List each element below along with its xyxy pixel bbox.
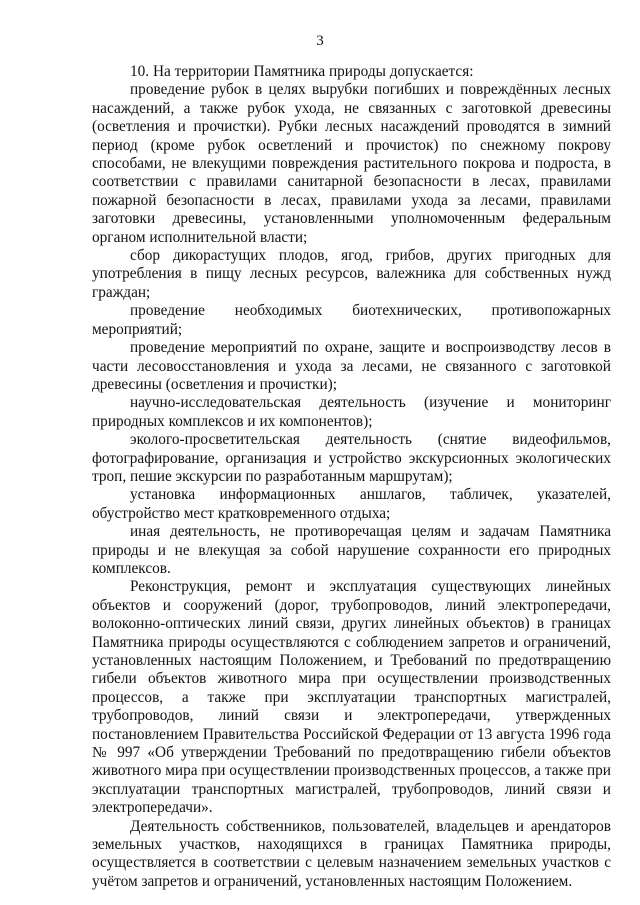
document-body xyxy=(92,63,611,891)
paragraph-signage: установка информационных аншлагов, табличек, указателей, обустройство мест кратковременного отдыха; xyxy=(92,486,611,522)
paragraph-gathering: сбор дикорастущих плодов, ягод, грибов, других пригодных для употребления в пищу лесных ресурсов, валежника для собственных нужд граждан; xyxy=(92,247,611,301)
paragraph-other-activity: иная деятельность, не противоречащая целям и задачам Памятника природы и не влекущая за собой нарушение сохранности его природных комплексов. xyxy=(92,523,611,577)
paragraph-linear-objects: Реконструкция, ремонт и эксплуатация существующих линейных объектов и сооружений (дорог, трубопроводов, линий электропередачи, волоконно-оптических линий связи, других линейных объектов) в границах Памятника природы осуществляются с соблюдением запретов и ограничений, установленных настоящим Положением, и Требований по предотвращению гибели объектов животного мира при осуществлении производственных процессов, а также при эксплуатации транспортных магистралей, трубопроводов, линий связи и электропередачи, утвержденных постановлением Правительства Российской Федерации от 13 августа 1996 года № 997 «Об утверждении Требований по предотвращению гибели объектов животного мира при осуществлении производственных процессов, а также при эксплуатации транспортных магистралей, трубопроводов, линий связи и электропередачи». xyxy=(92,578,611,817)
paragraph-logging: проведение рубок в целях вырубки погибших и повреждённых лесных насаждений, а также рубок ухода, не связанных с заготовкой древесины (осветления и прочистки). Рубки лесных насаждений проводятся в зимний период (кроме рубок осветлений и прочисток) по снежному покрову способами, не влекущими повреждения растительного покрова и подроста, в соответствии с правилами санитарной безопасности в лесах, правилами пожарной безопасности в лесах, правилами ухода за лесами, правилами заготовки древесины, установленными уполномоченным федеральным органом исполнительной власти; xyxy=(92,81,611,246)
paragraph-land-owners: Деятельность собственников, пользователей, владельцев и арендаторов земельных участков, находящихся в границах Памятника природы, осуществляется в соответствии с целевым назначением земельных участков с учётом запретов и ограничений, установленных настоящим Положением. xyxy=(92,817,611,890)
section-heading-10: 10. На территории Памятника природы допускается: xyxy=(130,63,474,80)
paragraph-research: научно-исследовательская деятельность (изучение и мониторинг природных комплексов и их компонентов); xyxy=(92,394,611,430)
paragraph-forest-protection: проведение мероприятий по охране, защите и воспроизводству лесов в части лесовосстановления и ухода за лесами, не связанного с заготовкой древесины (осветления и прочистки); xyxy=(92,339,611,393)
page-number: 3 xyxy=(316,33,324,49)
paragraph-education: эколого-просветительская деятельность (снятие видеофильмов, фотографирование, организация и устройство экскурсионных экологических троп, пешие экскурсии по разработанным маршрутам); xyxy=(92,431,611,485)
paragraph-biotechnical: проведение необходимых биотехнических, противопожарных мероприятий; xyxy=(92,302,611,338)
